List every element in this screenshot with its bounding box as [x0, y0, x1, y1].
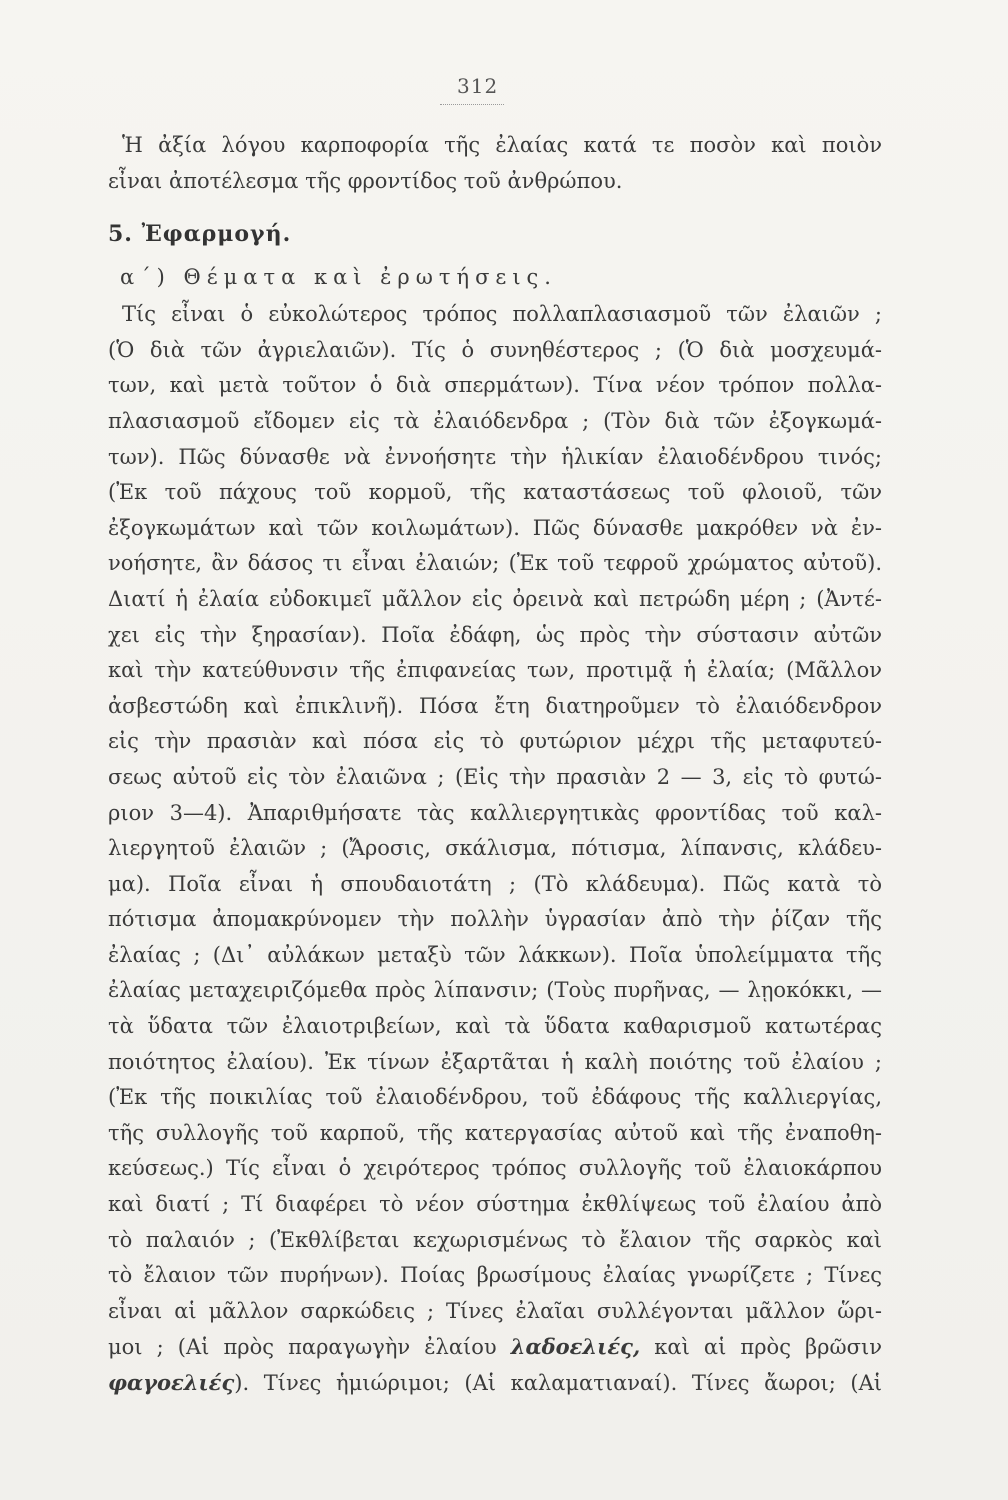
- intro-line-1: Ἡ ἀξία λόγου καρποφορία τῆς ἐλαίας κατά τε ποσὸν καὶ ποιὸν: [122, 133, 882, 157]
- page-number-rule: [440, 104, 504, 105]
- body-line: των). Πῶς δύνασθε νὰ ἐννοήσητε τὴν ἡλικίαν ἐλαιοδένδρου τινός;: [108, 444, 882, 469]
- subsection-title: α΄) Θέματα καὶ ἐρωτήσεις.: [120, 265, 557, 290]
- body-line: ποιότητος ἐλαίου). Ἐκ τίνων ἐξαρτᾶται ἡ καλὴ ποιότης τοῦ ἐλαίου ;: [108, 1049, 882, 1074]
- body-line: τὸ ἔλαιον τῶν πυρήνων). Ποίας βρωσίμους ἐλαίας γνωρίζετε ; Τίνες: [108, 1263, 882, 1288]
- body-line: (Ἐκ τοῦ πάχους τοῦ κορμοῦ, τῆς καταστάσεως τοῦ φλοιοῦ, τῶν: [108, 480, 882, 505]
- page-text: [108, 128, 882, 1401]
- body-line: καὶ διατί ; Τί διαφέρει τὸ νέον σύστημα ἐκθλίψεως τοῦ ἐλαίου ἀπὸ: [108, 1192, 882, 1217]
- body-line-30-pre: μοι ; (Αἱ πρὸς παραγωγὴν ἐλαίου: [108, 1335, 511, 1360]
- body-line: καὶ τὴν κατεύθυνσιν τῆς ἐπιφανείας των, προτιμᾷ ἡ ἐλαία; (Μᾶλλον: [108, 658, 882, 683]
- body-line: κεύσεως.) Τίς εἶναι ὁ χειρότερος τρόπος συλλογῆς τοῦ ἐλαιοκάρπου: [108, 1156, 882, 1181]
- body-line: νοήσητε, ἂν δάσος τι εἶναι ἐλαιών; (Ἐκ τοῦ τεφροῦ χρώματος αὐτοῦ).: [108, 551, 882, 576]
- body-line: εἶναι αἱ μᾶλλον σαρκώδεις ; Τίνες ἐλαῖαι συλλέγονται μᾶλλον ὥρι-: [108, 1298, 882, 1323]
- body-line: (Ὁ διὰ τῶν ἀγριελαιῶν). Τίς ὁ συνηθέστερος ; (Ὁ διὰ μοσχευμά-: [108, 337, 882, 362]
- body-line: τῆς συλλογῆς τοῦ καρποῦ, τῆς κατεργασίας αὐτοῦ καὶ τῆς ἐναποθη-: [108, 1120, 882, 1145]
- intro-line-2: εἶναι ἀποτέλεσμα τῆς φροντίδος τοῦ ἀνθρώπου.: [108, 168, 623, 193]
- body-line: πότισμα ἀπομακρύνομεν τὴν πολλὴν ὑγρασίαν ἀπὸ τὴν ῥίζαν τῆς: [108, 907, 882, 932]
- body-line: σεως αὐτοῦ εἰς τὸν ἐλαιῶνα ; (Εἰς τὴν πρασιὰν 2 — 3, εἰς τὸ φυτώ-: [108, 764, 882, 789]
- body-line: ἀσβεστώδη καὶ ἐπικλινῆ). Πόσα ἔτη διατηροῦμεν τὸ ἐλαιόδενδρον: [108, 693, 882, 718]
- body-line: εἰς τὴν πρασιὰν καὶ πόσα εἰς τὸ φυτώριον μέχρι τῆς μεταφυτεύ-: [108, 729, 882, 754]
- body-line: ἐλαίας μεταχειριζόμεθα πρὸς λίπανσιν; (Τοὺς πυρῆνας, — λῃοκόκκι, —: [108, 978, 882, 1003]
- body-line: μα). Ποῖα εἶναι ἡ σπουδαιοτάτη ; (Τὸ κλάδευμα). Πῶς κατὰ τὸ: [108, 871, 882, 896]
- section-title: 5. Ἐφαρμογή.: [108, 221, 292, 248]
- page-number: 312: [457, 74, 499, 98]
- body-paragraph: [108, 297, 882, 1400]
- body-line-31-post: ). Τίνες ἡμιώριμοι; (Αἱ καλαματιαναί). Τίνες ἄωροι; (Αἱ: [234, 1371, 882, 1395]
- body-line-mixed: [108, 1365, 882, 1401]
- body-line-mixed: [108, 1329, 882, 1365]
- body-line: τὰ ὕδατα τῶν ἐλαιοτριβείων, καὶ τὰ ὕδατα καθαρισμοῦ κατωτέρας: [108, 1014, 882, 1039]
- body-line: χει εἰς τὴν ξηρασίαν). Ποῖα ἐδάφη, ὡς πρὸς τὴν σύστασιν αὐτῶν: [108, 622, 882, 647]
- body-line: πλασιασμοῦ εἴδομεν εἰς τὰ ἐλαιόδενδρα ; (Τὸν διὰ τῶν ἐξογκωμά-: [108, 408, 882, 433]
- body-line: Τίς εἶναι ὁ εὐκολώτερος τρόπος πολλαπλασιασμοῦ τῶν ἐλαιῶν ;: [122, 302, 882, 327]
- body-line: των, καὶ μετὰ τοῦτον ὁ διὰ σπερμάτων). Τίνα νέον τρόπον πολλα-: [108, 373, 882, 398]
- body-line: ἐλαίας ; (Δι᾿ αὐλάκων μεταξὺ τῶν λάκκων). Ποῖα ὑπολείμματα τῆς: [108, 942, 882, 967]
- body-line: (Ἐκ τῆς ποικιλίας τοῦ ἐλαιοδένδρου, τοῦ ἐδάφους τῆς καλλιεργίας,: [108, 1085, 882, 1110]
- body-line: Διατί ἡ ἐλαία εὐδοκιμεῖ μᾶλλον εἰς ὀρεινὰ καὶ πετρώδη μέρη ; (Ἀντέ-: [108, 586, 882, 611]
- body-line: τὸ παλαιόν ; (Ἐκθλίβεται κεχωρισμένως τὸ ἔλαιον τῆς σαρκὸς καὶ: [108, 1227, 882, 1252]
- body-line: λιεργητοῦ ἐλαιῶν ; (Ἄροσις, σκάλισμα, πότισμα, λίπανσις, κλάδευ-: [108, 836, 882, 861]
- body-line: ἐξογκωμάτων καὶ τῶν κοιλωμάτων). Πῶς δύνασθε μακρόθεν νὰ ἐν-: [108, 515, 882, 540]
- body-line-30-post: καὶ αἱ πρὸς βρῶσιν: [640, 1335, 882, 1360]
- term-ladoelies: λαδοελιές,: [510, 1334, 641, 1360]
- term-fagoelies: φαγοελιές: [108, 1370, 235, 1395]
- body-line: ριον 3—4). Ἀπαριθμήσατε τὰς καλλιεργητικὰς φροντίδας τοῦ καλ-: [108, 800, 882, 825]
